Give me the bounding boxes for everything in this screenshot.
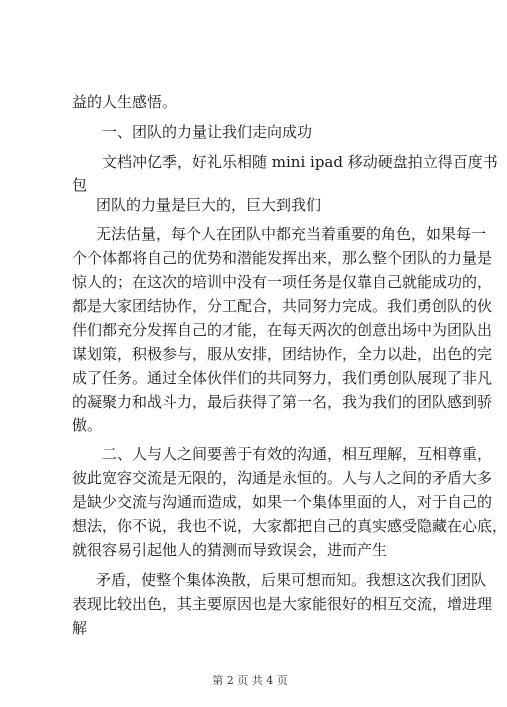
section-heading-1: 一、团队的力量让我们走向成功 <box>102 123 313 141</box>
page-footer: 第 2 页 共 4 页 <box>212 674 288 687</box>
section-heading-2: 二、人与人之间要善于有效的沟通，相互理解，互相尊重， <box>102 445 493 463</box>
text-line-18: 想法，你不说，我也不说，大家都把自己的真实感受隐藏在心底， <box>72 517 507 535</box>
text-line-9: 都是大家团结协作，分工配合，共同努力完成。我们勇创队的伙 <box>72 297 493 315</box>
text-line-11: 谋划策，积极参与，服从安排，团结协作，全力以赴，出色的完 <box>72 345 493 363</box>
text-line-7: 个个体都将自己的优势和潜能发挥出来，那么整个团队的力量是 <box>72 249 493 267</box>
text-line-5: 团队的力量是巨大的，巨大到我们 <box>96 196 322 214</box>
text-line-22: 解 <box>72 619 88 637</box>
text-line-14: 傲。 <box>72 416 103 434</box>
text-line-4: 包 <box>72 176 88 194</box>
text-line-13: 的凝聚力和战斗力，最后获得了第一名，我为我们的团队感到骄 <box>72 393 493 411</box>
text-line-1: 益的人生感悟。 <box>72 93 178 111</box>
text-line-3: 文档冲亿季，好礼乐相随 mini ipad 移动硬盘拍立得百度书 <box>102 153 498 171</box>
text-line-21: 表现比较出色，其主要原因也是大家能很好的相互交流，增进理 <box>72 595 493 613</box>
text-line-12: 成了任务。通过全体伙伴们的共同努力，我们勇创队展现了非凡 <box>72 369 493 387</box>
text-line-19: 就很容易引起他人的猜测而导致误会，进而产生 <box>72 541 388 559</box>
text-line-6: 无法估量，每个人在团队中都充当着重要的角色，如果每一 <box>96 225 487 243</box>
text-line-10: 伴们都充分发挥自己的才能，在每天两次的创意出场中为团队出 <box>72 321 493 339</box>
text-line-16: 彼此宽容交流是无限的，沟通是永恒的。人与人之间的矛盾大多 <box>72 469 493 487</box>
text-line-17: 是缺少交流与沟通而造成，如果一个集体里面的人，对于自己的 <box>72 493 493 511</box>
text-line-8: 惊人的；在这次的培训中没有一项任务是仅靠自己就能成功的， <box>72 273 493 291</box>
text-line-20: 矛盾，使整个集体涣散，后果可想而知。我想这次我们团队 <box>96 571 487 589</box>
